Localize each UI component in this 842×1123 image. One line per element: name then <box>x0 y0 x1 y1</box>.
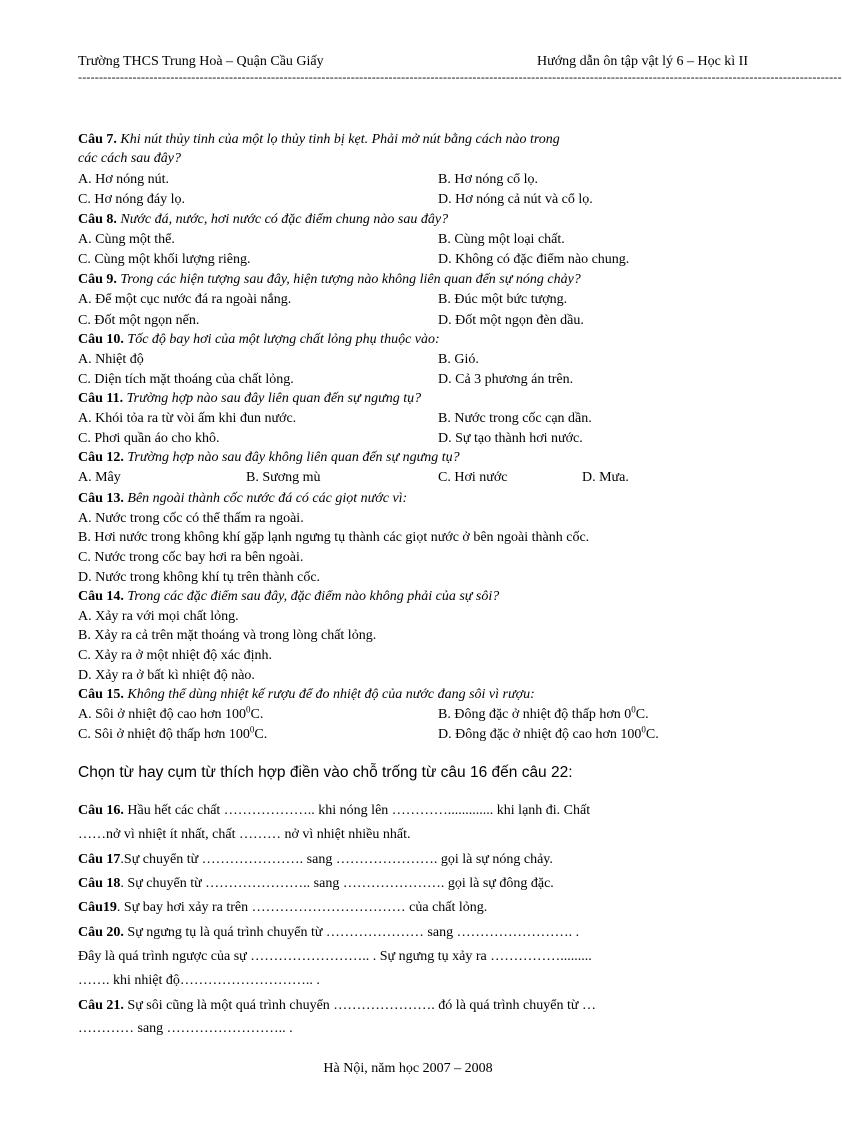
question-number: Câu 9. <box>78 272 117 287</box>
option-a <box>78 704 264 723</box>
superscript: 0 <box>249 724 255 735</box>
question-number: Câu 15. <box>78 687 124 702</box>
question-9 <box>78 272 581 288</box>
question-text: Sự ngưng tụ là quá trình chuyển từ ………………… sang ……………………. . <box>123 925 580 940</box>
option-c: C. Nước trong cốc bay hơi ra bên ngoài. <box>78 550 304 565</box>
question-text: Trường hợp nào sau đây không liên quan đến sự ngưng tụ? <box>123 450 460 465</box>
option-d: D. Hơ nóng cả nút và cổ lọ. <box>438 192 593 207</box>
option-d: D. Xảy ra ở bất kì nhiệt độ nào. <box>78 668 255 683</box>
option-d: D. Cả 3 phương án trên. <box>438 372 574 387</box>
question-text: Khi nút thủy tinh của một lọ thủy tinh bị kẹt. Phải mở nút bằng cách nào trong <box>116 132 560 147</box>
option-a: A. Để một cục nước đá ra ngoài nắng. <box>78 292 292 307</box>
question-number: Câu 10. <box>78 332 124 347</box>
question-text: Trong các hiện tượng sau đây, hiện tượng nào không liên quan đến sự nóng chảy? <box>116 272 581 287</box>
question-text: Không thể dùng nhiệt kế rượu để đo nhiệt độ của nước đang sôi vì rượu: <box>123 687 535 702</box>
question-7 <box>78 132 560 148</box>
option-a: A. Hơ nóng nút. <box>78 172 170 187</box>
question-text: .Sự chuyển từ …………………. sang …………………. gọi là sự nóng chảy. <box>120 852 553 867</box>
option-unit: C. <box>254 727 268 742</box>
superscript: 0 <box>631 704 636 715</box>
question-number: Câu 11. <box>78 391 124 406</box>
question-number: Câu 13. <box>78 491 124 506</box>
question-13 <box>78 491 407 507</box>
question-11 <box>78 391 421 407</box>
question-number: Câu 7. <box>78 132 117 147</box>
question-number: Câu 16. <box>78 803 124 818</box>
question-number: Câu 17 <box>78 852 121 867</box>
option-d: D. Nước trong không khí tụ trên thành cốc. <box>78 570 321 585</box>
fill-question-18 <box>78 876 554 892</box>
option-b: B. Hơ nóng cổ lọ. <box>438 172 538 187</box>
question-text: Sự sôi cũng là một quá trình chuyển …………………. đó là quá trình chuyển từ … <box>123 998 596 1013</box>
option-a: A. Mây <box>78 470 121 485</box>
question-number: Câu 21. <box>78 998 124 1013</box>
question-text: Hầu hết các chất ……………….. khi nóng lên …………............. khi lạnh đi. Chất <box>123 803 591 818</box>
option-d <box>438 724 659 743</box>
question-12 <box>78 450 460 466</box>
question-text-cont: ………… sang …………………….. . <box>78 1021 293 1036</box>
option-unit: C. <box>645 727 659 742</box>
fill-in-instruction: Chọn từ hay cụm từ thích hợp điền vào chỗ trống từ câu 16 đến câu 22: <box>78 764 573 781</box>
option-b: B. Xảy ra cả trên mặt thoáng và trong lòng chất lỏng. <box>78 628 377 643</box>
option-c: C. Đốt một ngọn nến. <box>78 313 200 328</box>
option-unit: C. <box>635 707 649 722</box>
question-number: Câu 14. <box>78 589 124 604</box>
header-title: Hướng dẫn ôn tập vật lý 6 – Học kì II <box>537 54 748 69</box>
option-c <box>78 724 268 743</box>
option-unit: C. <box>250 707 264 722</box>
option-b: B. Đúc một bức tượng. <box>438 292 568 307</box>
option-text: C. Sôi ở nhiệt độ thấp hơn 100 <box>78 727 250 742</box>
option-text: A. Sôi ở nhiệt độ cao hơn 100 <box>78 707 247 722</box>
header-dashed-rule: -------------------------------------------------------------------------------------------------------------------------------------------------------------------------------------- <box>78 70 842 84</box>
question-text-cont: các cách sau đây? <box>78 151 182 166</box>
fill-question-17 <box>78 852 553 868</box>
footer-place-year: Hà Nội, năm học 2007 – 2008 <box>323 1061 493 1076</box>
question-text-cont: ……nở vì nhiệt ít nhất, chất ……… nở vì nhiệt nhiều nhất. <box>78 827 411 842</box>
option-b: B. Cùng một loại chất. <box>438 232 565 247</box>
question-15 <box>78 687 535 703</box>
option-b: B. Nước trong cốc cạn dần. <box>438 411 592 426</box>
fill-question-20 <box>78 925 579 941</box>
question-8 <box>78 212 448 228</box>
question-number: Câu 20. <box>78 925 124 940</box>
fill-question-21 <box>78 998 596 1014</box>
option-c: C. Xảy ra ở một nhiệt độ xác định. <box>78 648 273 663</box>
option-text: B. Đông đặc ở nhiệt độ thấp hơn 0 <box>438 707 632 722</box>
option-text: D. Đông đặc ở nhiệt độ cao hơn 100 <box>438 727 642 742</box>
question-text: . Sự chuyển từ ………………….. sang …………………. gọi là sự đông đặc. <box>120 876 554 891</box>
question-text: Trường hợp nào sau đây liên quan đến sự ngưng tụ? <box>123 391 422 406</box>
option-a: A. Xảy ra với mọi chất lỏng. <box>78 609 239 624</box>
option-a: A. Khói tỏa ra từ vòi ấm khi đun nước. <box>78 411 297 426</box>
question-text: Trong các đặc điểm sau đây, đặc điểm nào không phải của sự sôi? <box>123 589 500 604</box>
option-d: D. Đốt một ngọn đèn dầu. <box>438 313 584 328</box>
option-d: D. Mưa. <box>582 470 629 485</box>
fill-question-19 <box>78 900 487 916</box>
option-a: A. Cùng một thể. <box>78 232 175 247</box>
question-text: Tốc độ bay hơi của một lượng chất lỏng phụ thuộc vào: <box>123 332 440 347</box>
superscript: 0 <box>641 724 646 735</box>
question-text: Bên ngoài thành cốc nước đá có các giọt nước vì: <box>123 491 408 506</box>
question-number: Câu 18 <box>78 876 121 891</box>
option-b: B. Sương mù <box>246 470 321 485</box>
option-c: C. Cùng một khối lượng riêng. <box>78 252 251 267</box>
option-c: C. Diện tích mặt thoáng của chất lỏng. <box>78 372 294 387</box>
option-d: D. Không có đặc điểm nào chung. <box>438 252 630 267</box>
question-14 <box>78 589 499 605</box>
option-c: C. Hơi nước <box>438 470 508 485</box>
option-c: C. Phơi quần áo cho khô. <box>78 431 220 446</box>
question-number: Câu 8. <box>78 212 117 227</box>
question-text: Nước đá, nước, hơi nước có đặc điểm chung nào sau đây? <box>116 212 449 227</box>
question-number: Câu 12. <box>78 450 124 465</box>
fill-question-16 <box>78 803 590 819</box>
option-b: B. Gió. <box>438 352 479 367</box>
option-a: A. Nước trong cốc có thể thấm ra ngoài. <box>78 511 304 526</box>
option-b <box>438 704 649 723</box>
question-number: Câu19 <box>78 900 117 915</box>
option-d: D. Sự tạo thành hơi nước. <box>438 431 583 446</box>
option-a: A. Nhiệt độ <box>78 352 144 367</box>
question-10 <box>78 332 440 348</box>
question-text-cont: ……. khi nhiệt độ……………………….. . <box>78 973 320 988</box>
superscript: 0 <box>246 704 251 715</box>
question-text-cont: Đây là quá trình ngược của sự …………………….. . Sự ngưng tụ xảy ra ……………......... <box>78 949 592 964</box>
option-c: C. Hơ nóng đáy lọ. <box>78 192 185 207</box>
header-school: Trường THCS Trung Hoà – Quận Cầu Giấy <box>78 54 324 69</box>
option-b: B. Hơi nước trong không khí gặp lạnh ngưng tụ thành các giọt nước ở bên ngoài thành cốc. <box>78 530 590 545</box>
question-text: . Sự bay hơi xảy ra trên …………………………… của chất lỏng. <box>116 900 488 915</box>
